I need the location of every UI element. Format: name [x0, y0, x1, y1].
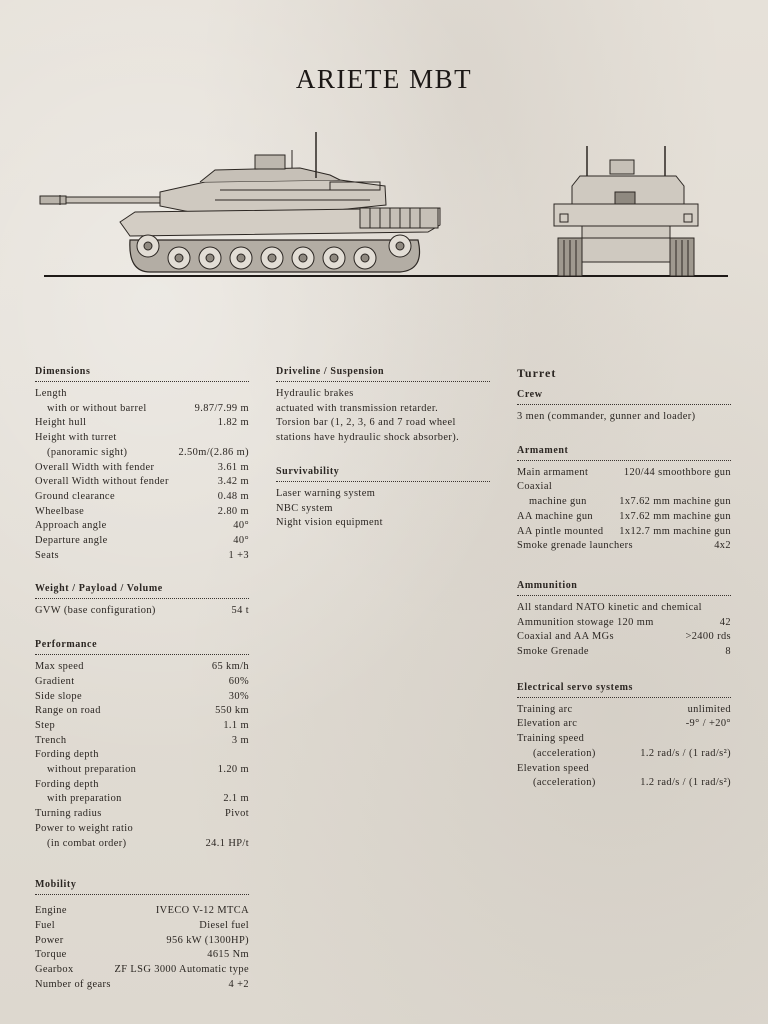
spec-row: Range on road 550 km — [35, 705, 249, 717]
spec-row: Seats 1 +3 — [35, 549, 249, 561]
spec-row: Fording depth — [35, 778, 99, 790]
column-left — [35, 366, 249, 1013]
text-line: Laser warning system — [276, 487, 376, 499]
survivability-heading: Survivability — [276, 466, 490, 482]
ammunition-section — [517, 580, 731, 660]
spec-row: Torque 4615 Nm — [35, 949, 249, 961]
spec-row: (acceleration) 1.2 rad/s / (1 rad/s²) — [533, 747, 731, 759]
performance-heading: Performance — [35, 639, 249, 655]
spec-row: Power 956 kW (1300HP) — [35, 934, 249, 946]
text-line: Torsion bar (1, 2, 3, 6 and 7 road wheel — [276, 417, 456, 429]
text-line: actuated with transmission retarder. — [276, 402, 439, 414]
spec-row: Gearbox ZF LSG 3000 Automatic type — [35, 964, 249, 976]
spec-row: Max speed 65 km/h — [35, 661, 249, 673]
armament-section — [517, 445, 731, 554]
crew-heading: Crew — [517, 389, 731, 405]
ammunition-heading: Ammunition — [517, 580, 731, 596]
spec-row: All standard NATO kinetic and chemical — [517, 601, 702, 613]
tank-illustrations — [0, 120, 768, 290]
spec-row: Power to weight ratio — [35, 822, 134, 834]
spec-row: Coaxial and AA MGs >2400 rds — [517, 631, 731, 643]
spec-row: Elevation arc -9° / +20° — [517, 718, 731, 730]
spec-row: Engine IVECO V-12 MTCA — [35, 905, 249, 917]
spec-row: (in combat order) 24.1 HP/t — [47, 837, 249, 849]
survivability-section — [276, 466, 490, 531]
spec-row: Ammunition stowage 120 mm 42 — [517, 616, 731, 628]
spec-row: machine gun 1x7.62 mm machine gun — [529, 496, 731, 508]
mobility-section — [35, 879, 249, 992]
spec-row: Length — [35, 388, 67, 399]
spec-row: Height with turret — [35, 432, 117, 444]
spec-row: Height hull 1.82 m — [35, 417, 249, 429]
spec-row: Number of gears 4 +2 — [35, 978, 249, 990]
tank-front-view — [554, 146, 698, 276]
crew-section — [517, 389, 731, 425]
weight-section — [35, 583, 249, 619]
servo-section — [517, 682, 731, 791]
dimensions-section — [35, 366, 249, 563]
driveline-section — [276, 366, 490, 446]
column-right — [517, 366, 731, 811]
text-line: Night vision equipment — [276, 517, 383, 529]
tank-side-view — [40, 132, 440, 272]
spec-row: Approach angle 40° — [35, 520, 249, 532]
spec-row: Departure angle 40° — [35, 535, 249, 547]
spec-row: Smoke Grenade 8 — [517, 646, 731, 658]
spec-row: Training arc unlimited — [517, 703, 731, 715]
weight-heading: Weight / Payload / Volume — [35, 583, 249, 599]
spec-row: Smoke grenade launchers 4x2 — [517, 540, 731, 552]
spec-row: AA machine gun 1x7.62 mm machine gun — [517, 510, 731, 522]
turret-heading: Turret — [517, 366, 557, 380]
mobility-heading: Mobility — [35, 879, 249, 895]
armament-heading: Armament — [517, 445, 731, 461]
spec-row: with preparation 2.1 m — [47, 793, 249, 805]
spec-row: Fording depth — [35, 749, 99, 761]
spec-row: Elevation speed — [517, 762, 590, 774]
spec-row: (acceleration) 1.2 rad/s / (1 rad/s²) — [533, 777, 731, 789]
text-line: stations have hydraulic shock absorber). — [276, 432, 460, 444]
spec-row: AA pintle mounted 1x12.7 mm machine gun — [517, 525, 731, 537]
driveline-heading: Driveline / Suspension — [276, 366, 490, 382]
spec-row: Side slope 30% — [35, 690, 249, 702]
spec-row: Turning radius Pivot — [35, 808, 249, 820]
column-middle — [276, 366, 490, 551]
spec-row: Main armament 120/44 smoothbore gun — [517, 466, 731, 478]
spec-row: Fuel Diesel fuel — [35, 919, 249, 931]
performance-section — [35, 639, 249, 851]
page-title: ARIETE MBT — [295, 64, 473, 94]
spec-row: Overall Width without fender 3.42 m — [35, 476, 249, 488]
text-line: Hydraulic brakes — [276, 388, 354, 399]
spec-row: Training speed — [517, 733, 585, 745]
spec-row: without preparation 1.20 m — [47, 764, 249, 776]
spec-row: (panoramic sight) 2.50m/(2.86 m) — [47, 446, 249, 458]
spec-row: Wheelbase 2.80 m — [35, 505, 249, 517]
spec-row: GVW (base configuration) 54 t — [35, 605, 249, 617]
spec-row: Overall Width with fender 3.61 m — [35, 461, 249, 473]
text-line: NBC system — [276, 502, 333, 514]
spec-row: Trench 3 m — [35, 734, 249, 746]
spec-row: with or without barrel 9.87/7.99 m — [47, 402, 249, 414]
spec-row: Step 1.1 m — [35, 719, 249, 731]
spec-row: Gradient 60% — [35, 675, 249, 687]
spec-row: Ground clearance 0.48 m — [35, 490, 249, 502]
servo-heading: Electrical servo systems — [517, 682, 731, 698]
dimensions-heading: Dimensions — [35, 366, 249, 382]
text-line: 3 men (commander, gunner and loader) — [517, 411, 696, 422]
spec-row: Coaxial — [517, 481, 553, 493]
